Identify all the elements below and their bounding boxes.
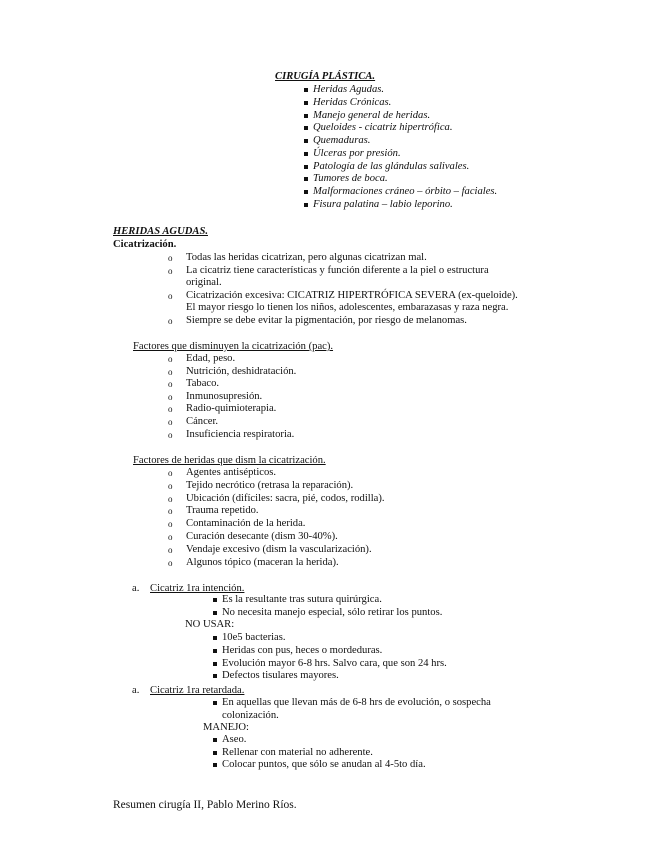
intro-item-text: Cicatrización excesiva: CICATRIZ HIPERTRÓFICA SEVERA (ex-queloide). bbox=[186, 289, 518, 301]
bullet-marker: o bbox=[168, 391, 173, 402]
index-item-text: Úlceras por presión. bbox=[313, 147, 401, 159]
no-usar-item bbox=[222, 658, 447, 671]
pac-item bbox=[168, 353, 236, 366]
intro-item-text: La cicatriz tiene características y función diferente a la piel o estructura bbox=[186, 264, 489, 276]
retardada-item-text: En aquellas que llevan más de 6-8 hrs de evolución, o sospecha bbox=[222, 697, 491, 708]
manejo-item-text: Rellenar con material no adherente. bbox=[222, 746, 373, 758]
footer-text: Resumen cirugía II, Pablo Merino Ríos. bbox=[113, 799, 297, 811]
index-item bbox=[313, 135, 370, 148]
manejo-item bbox=[222, 759, 426, 772]
heridas-item bbox=[168, 467, 277, 480]
primera-item-text: Es la resultante tras sutura quirúrgica. bbox=[222, 594, 382, 605]
heridas-item bbox=[168, 479, 354, 493]
pac-item-text: Cáncer. bbox=[186, 416, 219, 427]
manejo-item bbox=[222, 747, 373, 760]
section-heading: HERIDAS AGUDAS. bbox=[113, 226, 208, 237]
intro-item bbox=[168, 289, 518, 303]
heridas-item-text: Agentes antisépticos. bbox=[186, 467, 277, 478]
intro-item bbox=[186, 302, 508, 315]
intro-item-text: Todas las heridas cicatrizan, pero algunas cicatrizan mal. bbox=[186, 252, 427, 263]
index-item-text: Quemaduras. bbox=[313, 135, 371, 146]
section-subheading: Cicatrización. bbox=[113, 239, 177, 250]
index-item-text: Queloides - cicatriz hipertrófica. bbox=[313, 122, 453, 134]
primera-item-text: No necesita manejo especial, sólo retirar los puntos. bbox=[222, 606, 443, 618]
index-item bbox=[313, 161, 469, 174]
retardada-item bbox=[222, 710, 279, 723]
bullet-marker: o bbox=[168, 379, 173, 390]
index-item bbox=[313, 110, 430, 123]
pac-item-text: Insuficiencia respiratoria. bbox=[186, 428, 295, 440]
retardada-item-text: colonización. bbox=[222, 709, 279, 721]
intro-item-text: Siempre se debe evitar la pigmentación, por riesgo de melanomas. bbox=[186, 314, 467, 326]
primera-marker: a. bbox=[132, 583, 140, 594]
retardada-marker: a. bbox=[132, 685, 140, 696]
index-item-text: Tumores de boca. bbox=[313, 173, 388, 185]
heridas-item-text: Tejido necrótico (retrasa la reparación). bbox=[186, 479, 354, 491]
bullet-marker: o bbox=[168, 429, 173, 440]
factors-pac-title: Factores que disminuyen la cicatrización (pac). bbox=[133, 341, 334, 352]
heridas-item-text: Algunos tópico (maceran la herida). bbox=[186, 556, 339, 568]
bullet-marker: o bbox=[168, 315, 173, 326]
index-item bbox=[313, 186, 497, 199]
bullet-marker: o bbox=[168, 290, 173, 301]
no-usar-item-text: Defectos tisulares mayores. bbox=[222, 670, 339, 682]
intro-item-text: original. bbox=[186, 277, 222, 288]
heridas-item bbox=[168, 531, 338, 544]
pac-item bbox=[168, 378, 220, 391]
bullet-marker: o bbox=[168, 480, 173, 491]
index-item-text: Fisura palatina – labio leporino. bbox=[313, 198, 453, 210]
index-item-text: Heridas Agudas. bbox=[313, 84, 385, 95]
bullet-marker: o bbox=[168, 354, 173, 364]
primera-item bbox=[222, 594, 382, 607]
heridas-item-text: Contaminación de la herida. bbox=[186, 518, 306, 530]
retardada-item bbox=[222, 697, 491, 710]
heridas-item bbox=[168, 505, 259, 518]
bullet-marker: o bbox=[168, 404, 173, 415]
bullet-marker: o bbox=[168, 557, 173, 568]
index-item bbox=[313, 148, 401, 161]
index-item-text: Malformaciones cráneo – órbito – faciales. bbox=[313, 186, 498, 197]
intro-item bbox=[186, 277, 222, 290]
no-usar-item-text: 10e5 bacterias. bbox=[222, 632, 286, 643]
index-item-text: Manejo general de heridas. bbox=[313, 109, 431, 121]
heridas-item bbox=[168, 543, 372, 557]
pac-item bbox=[168, 365, 297, 379]
manejo-item bbox=[222, 734, 246, 747]
bullet-marker: o bbox=[168, 506, 173, 517]
bullet-marker: o bbox=[168, 366, 173, 377]
pac-item-text: Inmunosupresión. bbox=[186, 390, 263, 402]
bullet-marker: o bbox=[168, 468, 173, 478]
document-title: CIRUGÍA PLÁSTICA. bbox=[275, 71, 376, 82]
no-usar-label: NO USAR: bbox=[185, 619, 235, 630]
pac-item-text: Edad, peso. bbox=[186, 353, 236, 364]
primera-item bbox=[222, 607, 442, 620]
index-item-text: Heridas Crónicas. bbox=[313, 96, 392, 108]
heridas-item-text: Vendaje excesivo (dism la vascularización). bbox=[186, 543, 372, 555]
pac-item-text: Radio-quimioterapia. bbox=[186, 403, 277, 415]
index-item-text: Patología de las glándulas salivales. bbox=[313, 160, 470, 172]
bullet-marker: o bbox=[168, 417, 173, 427]
heridas-item bbox=[168, 518, 306, 531]
factors-heridas-title: Factores de heridas que dism la cicatrización. bbox=[133, 455, 326, 466]
no-usar-item-text: Heridas con pus, heces o mordeduras. bbox=[222, 644, 383, 656]
pac-item-text: Tabaco. bbox=[186, 378, 220, 390]
bullet-marker: o bbox=[168, 253, 173, 263]
no-usar-item-text: Evolución mayor 6-8 hrs. Salvo cara, que son 24 hrs. bbox=[222, 657, 447, 669]
manejo-label: MANEJO: bbox=[203, 722, 249, 733]
pac-item bbox=[168, 416, 219, 429]
heridas-item-text: Trauma repetido. bbox=[186, 505, 259, 517]
pac-item-text: Nutrición, deshidratación. bbox=[186, 365, 297, 377]
heridas-item-text: Ubicación (difíciles: sacra, pié, codos, rodilla). bbox=[186, 492, 385, 504]
primera-title: Cicatriz 1ra intención. bbox=[150, 583, 245, 594]
heridas-item bbox=[168, 492, 385, 506]
bullet-marker: o bbox=[168, 265, 173, 276]
intro-item bbox=[168, 264, 489, 278]
bullet-marker: o bbox=[168, 519, 173, 530]
index-item bbox=[313, 173, 388, 186]
manejo-item-text: Colocar puntos, que sólo se anudan al 4-5to día. bbox=[222, 759, 426, 770]
bullet-marker: o bbox=[168, 493, 173, 504]
no-usar-item bbox=[222, 670, 339, 683]
retardada-title: Cicatriz 1ra retardada. bbox=[150, 685, 245, 696]
index-item bbox=[313, 97, 391, 110]
intro-item bbox=[168, 252, 427, 265]
intro-item bbox=[168, 314, 467, 328]
no-usar-item bbox=[222, 645, 382, 658]
bullet-marker: o bbox=[168, 544, 173, 555]
heridas-item-text: Curación desecante (dism 30-40%). bbox=[186, 531, 338, 542]
heridas-item bbox=[168, 556, 339, 570]
index-item bbox=[313, 84, 384, 97]
pac-item bbox=[168, 403, 277, 416]
index-item bbox=[313, 122, 452, 135]
bullet-marker: o bbox=[168, 532, 173, 542]
intro-item-text: El mayor riesgo lo tienen los niños, adolescentes, embarazasas y raza negra. bbox=[186, 302, 509, 313]
manejo-item-text: Aseo. bbox=[222, 734, 247, 745]
no-usar-item bbox=[222, 632, 286, 645]
index-item bbox=[313, 199, 453, 212]
pac-item bbox=[168, 428, 295, 442]
pac-item bbox=[168, 390, 263, 404]
